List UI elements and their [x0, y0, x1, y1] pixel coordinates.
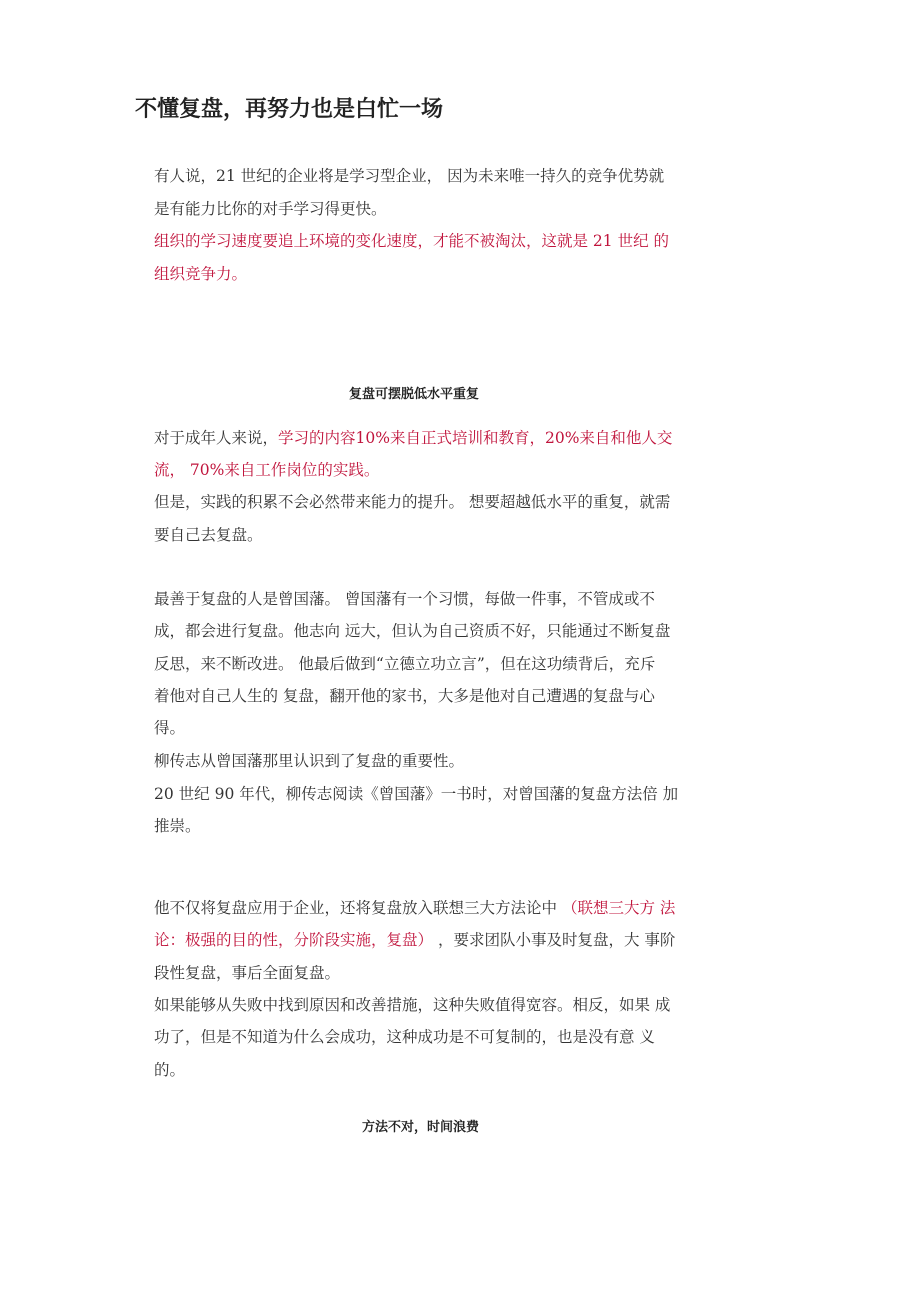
- page-title: 不懂复盘，再努力也是白忙一场: [135, 97, 444, 122]
- highlight-span: 论：极强的目的性，分阶段实施，复盘）: [154, 931, 434, 949]
- text-line: 功了，但是不知道为什么会成功，这种成功是不可复制的，也是没有意 义: [154, 1028, 655, 1046]
- text-line: 20 世纪 90 年代，柳传志阅读《曾国藩》一书时，对曾国藩的复盘方法倍 加: [154, 785, 679, 803]
- highlight-span: （联想三大方 法: [561, 899, 676, 917]
- text-line: 如果能够从失败中找到原因和改善措施，这种失败值得宽容。相反，如果 成: [154, 996, 671, 1014]
- text-span: 他不仅将复盘应用于企业，还将复盘放入联想三大方法论中: [154, 899, 562, 917]
- section-heading: 复盘可摆脱低水平重复: [349, 387, 480, 402]
- text-line: 最善于复盘的人是曾国藩。 曾国藩有一个习惯，每做一件事，不管成或不: [154, 590, 655, 608]
- highlight-span: 学习的内容10%来自正式培训和教育，20%来自和他人交: [278, 429, 673, 447]
- text-line: 反思，来不断改进。 他最后做到“立德立功立言”，但在这功绩背后，充斥: [154, 655, 656, 673]
- text-line: 成，都会进行复盘。他志向 远大，但认为自己资质不好，只能通过不断复盘: [154, 622, 671, 640]
- text-line: 有人说，21 世纪的企业将是学习型企业， 因为未来唯一持久的竞争优势就: [154, 167, 665, 185]
- highlight-line: 组织的学习速度要追上环境的变化速度，才能不被淘汰，这就是 21 世纪 的: [154, 232, 670, 250]
- text-line: 要自己去复盘。: [154, 526, 263, 544]
- text-line: [154, 930, 675, 950]
- text-span: 对于成年人来说，: [154, 429, 279, 447]
- text-line: 是有能力比你的对手学习得更快。: [154, 200, 387, 218]
- text-line: 推崇。: [154, 817, 201, 835]
- text-line: [154, 428, 672, 448]
- text-line: 段性复盘，事后全面复盘。: [154, 964, 341, 982]
- text-line: 得。: [154, 719, 186, 737]
- section-heading: 方法不对，时间浪费: [362, 1120, 480, 1135]
- text-line: 的。: [154, 1061, 186, 1079]
- text-span: ，要求团队小事及时复盘，大 事阶: [433, 931, 676, 949]
- text-line: 着他对自己人生的 复盘，翻开他的家书，大多是他对自己遭遇的复盘与心: [154, 687, 655, 705]
- text-line: [154, 898, 675, 918]
- highlight-line: 组织竞争力。: [154, 265, 248, 283]
- text-line: 柳传志从曾国藩那里认识到了复盘的重要性。: [154, 752, 465, 770]
- text-line: 但是，实践的积累不会必然带来能力的提升。 想要超越低水平的重复，就需: [154, 493, 671, 511]
- highlight-line: 流， 70%来自工作岗位的实践。: [154, 461, 380, 479]
